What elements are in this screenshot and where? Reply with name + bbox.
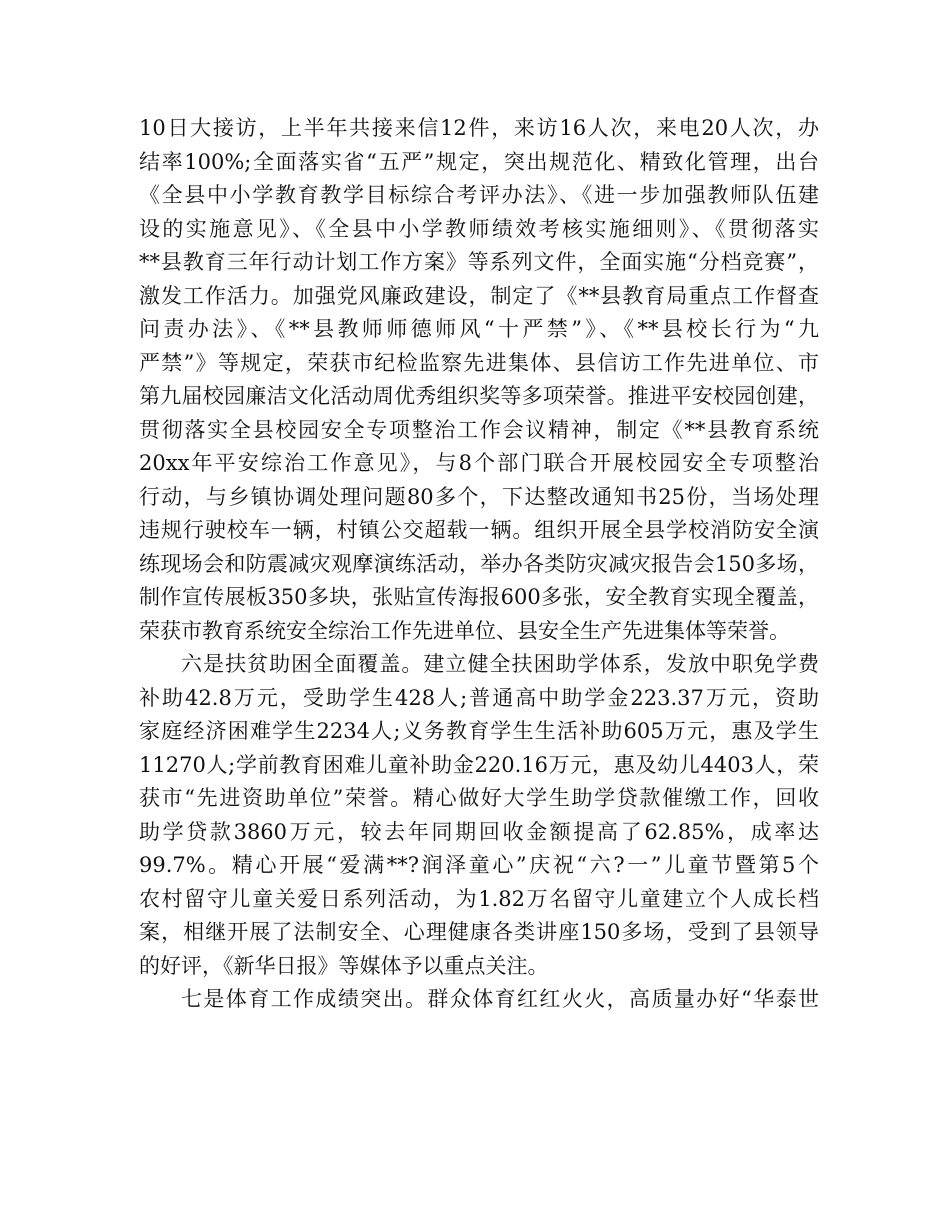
text-line: 第九届校园廉洁文化活动周优秀组织奖等多项荣誉。推进平安校园创建， [139, 384, 819, 408]
text-line: 问责办法》、《**县教师师德师风“十严禁”》、《**县校长行为“九 [139, 317, 819, 341]
text-line: 违规行驶校车一辆，村镇公交超载一辆。组织开展全县学校消防安全演 [139, 518, 819, 542]
paragraph-first-line: 七是体育工作成绩突出。群众体育红红火火，高质量办好“华泰世 [181, 987, 819, 1011]
text-line: 补助42.8万元，受助学生428人;普通高中助学金223.37万元，资助 [139, 685, 819, 710]
text-line: 结率100%;全面落实省“五严”规定，突出规范化、精致化管理，出台 [139, 149, 819, 174]
paragraph-first-line: 六是扶贫助困全面覆盖。建立健全扶困助学体系，发放中职免学费 [181, 652, 819, 676]
text-line: 的好评，《新华日报》等媒体予以重点关注。 [139, 953, 549, 978]
text-line: 激发工作活力。加强党风廉政建设，制定了《**县教育局重点工作督查 [139, 283, 819, 308]
text-line: 10日大接访，上半年共接来信12件，来访16人次，来电20人次，办 [139, 116, 819, 140]
text-line: 设的实施意见》、《全县中小学教师绩效考核实施细则》、《贯彻落实 [139, 216, 819, 241]
text-line: **县教育三年行动计划工作方案》等系列文件，全面实施“分档竞赛”， [139, 250, 819, 274]
text-line: 99.7%。精心开展“爱满**?润泽童心”庆祝“六?一”儿童节暨第5个 [139, 853, 819, 877]
text-line: 练现场会和防震减灾观摩演练活动，举办各类防灾减灾报告会150多场， [139, 551, 819, 576]
text-line: 农村留守儿童关爱日系列活动，为1.82万名留守儿童建立个人成长档 [139, 886, 819, 911]
text-line: 制作宣传展板350多块，张贴宣传海报600多张，安全教育实现全覆盖， [139, 585, 819, 609]
text-line: 荣获市教育系统安全综治工作先进单位、县安全生产先进集体等荣誉。 [139, 618, 790, 643]
text-line: 20xx年平安综治工作意见》，与8个部门联合开展校园安全专项整治 [139, 451, 819, 475]
text-line: 严禁”》等规定，荣获市纪检监察先进集体、县信访工作先进单位、市 [139, 350, 819, 375]
text-line: 助学贷款3860万元，较去年同期回收金额提高了62.85%，成率达 [139, 819, 819, 844]
text-line: 11270人;学前教育困难儿童补助金220.16万元，惠及幼儿4403人，荣 [139, 752, 819, 777]
text-line: 案，相继开展了法制安全、心理健康各类讲座150多场，受到了县领导 [139, 920, 819, 944]
text-line: 行动，与乡镇协调处理问题80多个，下达整改通知书25份，当场处理 [139, 484, 819, 509]
text-line: 贯彻落实全县校园安全专项整治工作会议精神，制定《**县教育系统 [139, 417, 819, 442]
body-text [139, 112, 819, 1017]
text-line: 获市“先进资助单位”荣誉。精心做好大学生助学贷款催缴工作，回收 [139, 786, 819, 810]
text-line: 《全县中小学教育教学目标综合考评办法》、《进一步加强教师队伍建 [139, 183, 819, 207]
text-line: 家庭经济困难学生2234人;义务教育学生生活补助605万元，惠及学生 [139, 719, 819, 743]
